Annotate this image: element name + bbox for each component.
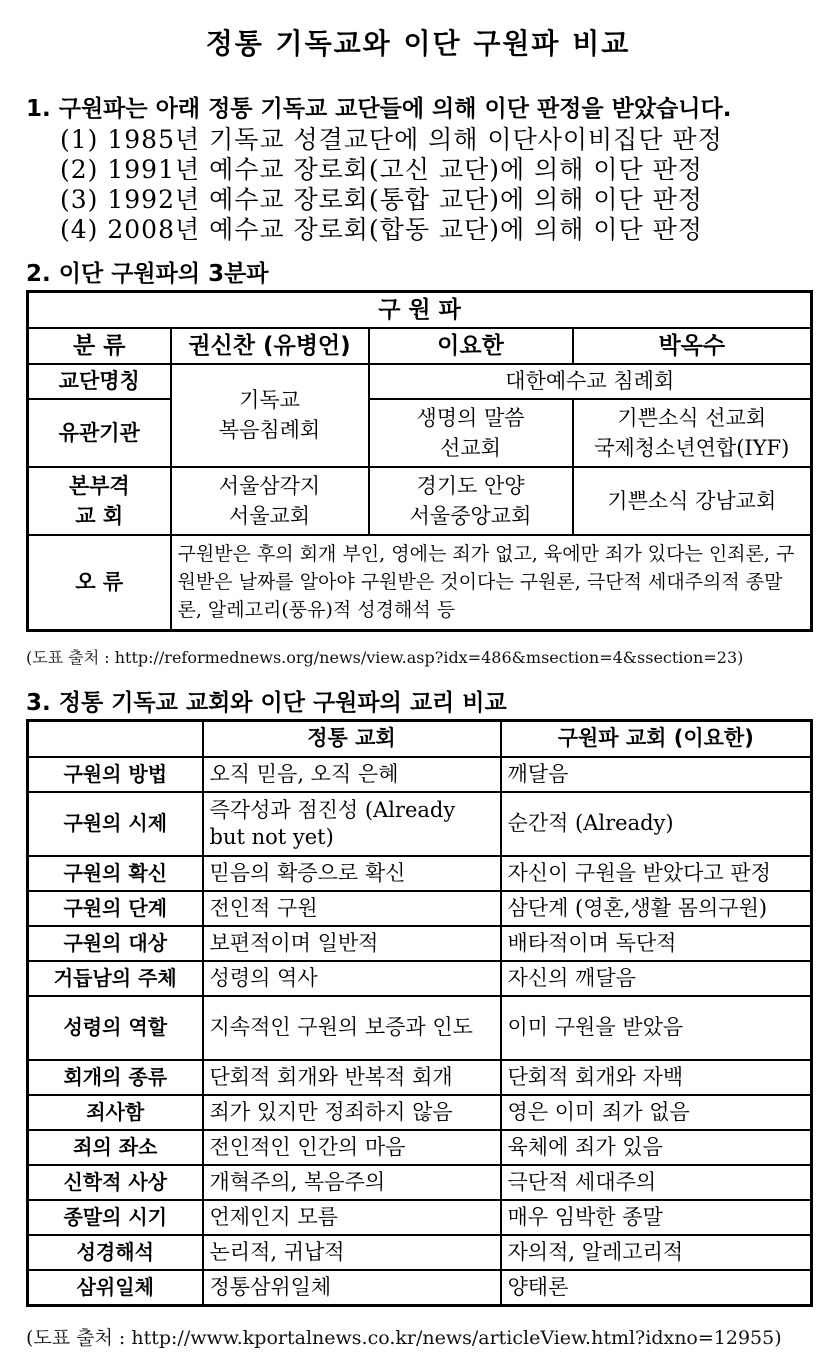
row-label: 성령의 역할: [28, 996, 203, 1060]
verdict-item: (3) 1992년 예수교 장로회(통합 교단)에 의해 이단 판정: [60, 185, 703, 214]
row-label-hq: [28, 467, 171, 535]
table-row: [28, 1270, 812, 1306]
orthodox-cell: 전인적인 인간의 마음: [203, 1130, 501, 1165]
orthodox-cell: 개혁주의, 복음주의: [203, 1165, 501, 1200]
lee-affiliate-line: 선교회: [440, 435, 501, 460]
factions-table-title: 구 원 파: [28, 292, 812, 328]
table-row: [28, 891, 812, 926]
factions-table: [26, 290, 813, 632]
section2-heading: 2. 이단 구원파의 3분파: [26, 261, 269, 287]
section1-heading: 1. 구원파는 아래 정통 기독교 교단들에 의해 이단 판정을 받았습니다.: [26, 96, 732, 122]
shared-denomination: 대한예수교 침례회: [369, 364, 812, 399]
row-label-error: 오 류: [28, 535, 171, 631]
guwonpa-cell: 배타적이며 독단적: [501, 926, 812, 961]
table-row: [28, 961, 812, 996]
orthodox-cell: 전인적 구원: [203, 891, 501, 926]
guwonpa-cell: 자신의 깨달음: [501, 961, 812, 996]
table-row: [28, 1060, 812, 1095]
orthodox-cell: 단회적 회개와 반복적 회개: [203, 1060, 501, 1095]
orthodox-cell: 오직 믿음, 오직 은혜: [203, 757, 501, 792]
table-row: [28, 792, 812, 856]
table-row: [28, 926, 812, 961]
header-blank: [28, 721, 203, 757]
guwonpa-cell: 영은 이미 죄가 없음: [501, 1095, 812, 1130]
kwon-hq-line: 서울삼각지: [218, 473, 321, 498]
row-label: 죄사함: [28, 1095, 203, 1130]
row-label: 구원의 확신: [28, 856, 203, 891]
orthodox-cell: 언제인지 모름: [203, 1200, 501, 1235]
page-title: 정통 기독교와 이단 구원파 비교: [205, 27, 631, 60]
guwonpa-cell: 삼단계 (영혼,생활 몸의구원): [501, 891, 812, 926]
table-row: [28, 996, 812, 1060]
orthodox-cell: 보편적이며 일반적: [203, 926, 501, 961]
guwonpa-cell: 극단적 세대주의: [501, 1165, 812, 1200]
doctrine-table: [26, 719, 813, 1307]
verdict-item: (4) 2008년 예수교 장로회(합동 교단)에 의해 이단 판정: [60, 215, 703, 244]
guwonpa-cell: 깨달음: [501, 757, 812, 792]
park-affiliate: [573, 399, 812, 467]
row-label: 신학적 사상: [28, 1165, 203, 1200]
kwon-denom-line: 복음침례회: [218, 418, 321, 442]
kwon-denomination: [171, 364, 369, 467]
row-label-denomination: 교단명칭: [28, 364, 171, 399]
row-label: 구원의 시제: [28, 792, 203, 856]
park-hq: 기쁜소식 강남교회: [573, 467, 812, 535]
row-label: 구원의 단계: [28, 891, 203, 926]
section3-heading: 3. 정통 기독교 교회와 이단 구원파의 교리 비교: [26, 690, 507, 716]
col-header-park: 박옥수: [573, 328, 812, 364]
row-label: 종말의 시기: [28, 1200, 203, 1235]
table-row: [28, 1130, 812, 1165]
row-label: 구원의 대상: [28, 926, 203, 961]
source-note: (도표 출처 : http://reformednews.org/news/view.asp?idx=486&msection=4&ssection=23): [26, 648, 744, 667]
orthodox-cell: 성령의 역사: [203, 961, 501, 996]
park-affiliate-line: 기쁜소식 선교회: [617, 405, 767, 430]
kwon-hq-line: 서울교회: [228, 503, 311, 528]
row-label: 삼위일체: [28, 1270, 203, 1306]
row-label: 구원의 방법: [28, 757, 203, 792]
verdict-item: (1) 1985년 기독교 성결교단에 의해 이단사이비집단 판정: [60, 125, 723, 154]
table-row: [28, 1235, 812, 1270]
orthodox-cell: 믿음의 확증으로 확신: [203, 856, 501, 891]
park-affiliate-line: 국제청소년연합(IYF): [594, 435, 790, 460]
orthodox-cell: 정통삼위일체: [203, 1270, 501, 1306]
guwonpa-cell: 이미 구원을 받았음: [501, 996, 812, 1060]
error-description: 구원받은 후의 회개 부인, 영에는 죄가 없고, 육에만 죄가 있다는 인죄론, 구원받은 날짜를 알아야 구원받은 것이다는 구원론, 극단적 세대주의적 종말론, 알레고리(풍유)적 성경해석 등: [171, 535, 812, 631]
table-row: [28, 1095, 812, 1130]
kwon-hq: [171, 467, 369, 535]
row-label: 거듭남의 주체: [28, 961, 203, 996]
col-header-orthodox: 정통 교회: [203, 721, 501, 757]
orthodox-cell: 즉각성과 점진성 (Already but not yet): [203, 792, 501, 856]
col-header-kwon: 권신찬 (유병언): [171, 328, 369, 364]
table-row: [28, 856, 812, 891]
col-header-lee: 이요한: [369, 328, 573, 364]
guwonpa-cell: 양태론: [501, 1270, 812, 1306]
col-label-category: 분 류: [28, 328, 171, 364]
source-note: (도표 출처 : http://www.kportalnews.co.kr/news/articleView.html?idxno=12955): [26, 1327, 782, 1349]
orthodox-cell: 죄가 있지만 정죄하지 않음: [203, 1095, 501, 1130]
orthodox-cell: 지속적인 구원의 보증과 인도: [203, 996, 501, 1060]
row-label-hq-line: 교 회: [75, 503, 124, 528]
row-label: 회개의 종류: [28, 1060, 203, 1095]
row-label: 죄의 좌소: [28, 1130, 203, 1165]
guwonpa-cell: 순간적 (Already): [501, 792, 812, 856]
lee-hq-line: 경기도 안양: [416, 473, 525, 498]
table-row: [28, 1200, 812, 1235]
lee-hq: [369, 467, 573, 535]
guwonpa-cell: 자의적, 알레고리적: [501, 1235, 812, 1270]
table-row: [28, 757, 812, 792]
verdict-item: (2) 1991년 예수교 장로회(고신 교단)에 의해 이단 판정: [60, 155, 703, 184]
row-label-hq-line: 본부격: [68, 473, 130, 498]
guwonpa-cell: 자신이 구원을 받았다고 판정: [501, 856, 812, 891]
row-label: 성경해석: [28, 1235, 203, 1270]
lee-hq-line: 서울중앙교회: [409, 503, 532, 528]
table-row: [28, 1165, 812, 1200]
col-header-guwonpa: 구원파 교회 (이요한): [501, 721, 812, 757]
guwonpa-cell: 육체에 죄가 있음: [501, 1130, 812, 1165]
guwonpa-cell: 매우 임박한 종말: [501, 1200, 812, 1235]
orthodox-cell: 논리적, 귀납적: [203, 1235, 501, 1270]
lee-affiliate: [369, 399, 573, 467]
kwon-denom-line: 기독교: [239, 388, 300, 412]
guwonpa-cell: 단회적 회개와 자백: [501, 1060, 812, 1095]
lee-affiliate-line: 생명의 말씀: [416, 405, 525, 430]
row-label-affiliate: 유관기관: [28, 399, 171, 467]
